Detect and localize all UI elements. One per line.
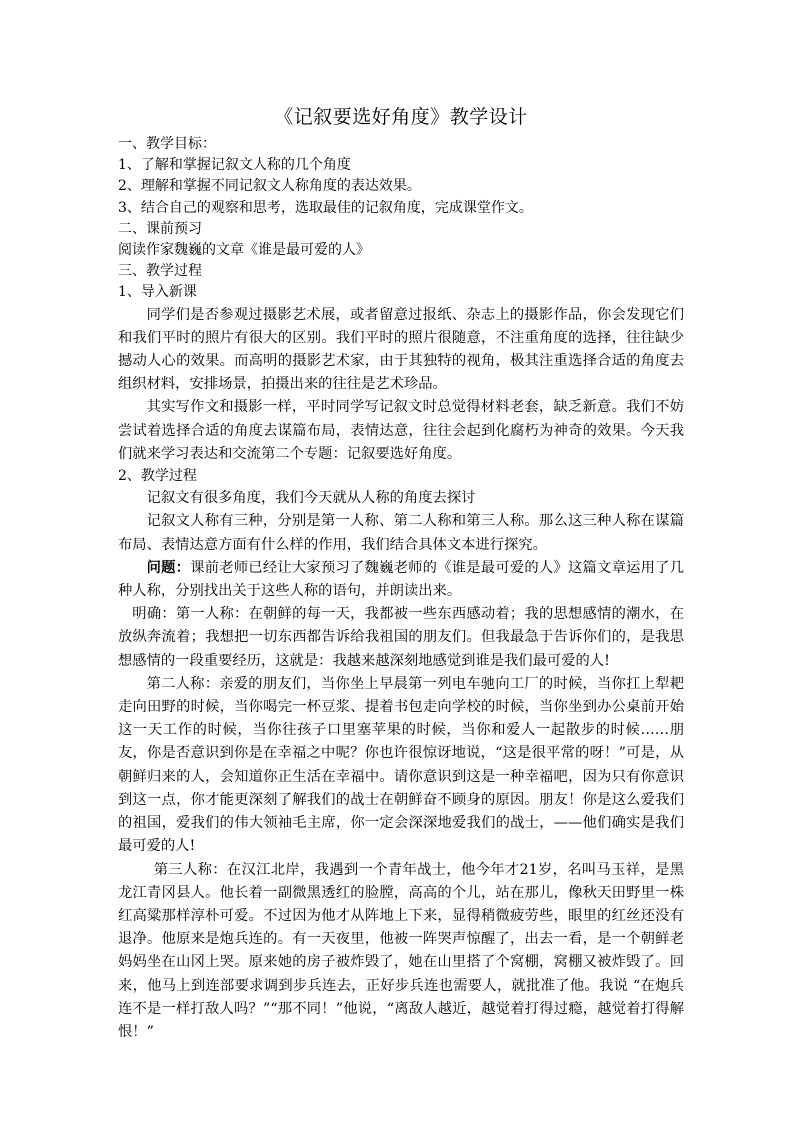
answer-first-person: 明确：第一人称：在朝鲜的每一天，我都被一些东西感动着；我的思想感情的潮水，在放纵奔流着；我想把一切东西都告诉给我祖国的朋友们。但我最急于告诉你们的，是我思想感情的一段重要经历，这就是：我越来越深刻地感觉到谁是我们最可爱的人! (118, 606, 684, 669)
question-label: 问题： (146, 559, 191, 576)
answer-second-person: 第二人称：亲爱的朋友们，当你坐上早晨第一列电车驰向工厂的时候，当你扛上犁耙走向田野的时候，当你喝完一杯豆浆、提着书包走向学校的时候，当你坐到办公桌前开始这一天工作的时候，当你往孩子口里塞苹果的时候，当你和爱人一起散步的时候……朋友，你是否意识到你是在幸福之中呢？你也许很惊讶地说，“这是很平常的呀！”可是，从朝鲜归来的人，会知道你正生活在幸福中。请你意识到这是一种幸福吧，因为只有你意识到这一点，你才能更深刻了解我们的战士在朝鲜奋不顾身的原因。朋友！你是这么爱我们的祖国，爱我们的伟大领袖毛主席，你一定会深深地爱我们的战士，——他们确实是我们最可爱的人! (118, 675, 684, 855)
section-heading-objectives: 一、教学目标： (118, 136, 216, 152)
preview-text: 阅读作家魏巍的文章《谁是最可爱的人》 (118, 242, 370, 259)
section-heading-preview: 二、课前预习 (118, 220, 202, 237)
process-paragraph: 记叙文有很多角度，我们今天就从人称的角度去探讨 (146, 490, 476, 507)
question-paragraph (118, 557, 684, 603)
question-text: 课前老师已经让大家预习了魏巍老师的《谁是最可爱的人》这篇文章运用了几种人称，分别找出关于这些人称的语句，并朗读出来。 (118, 559, 684, 600)
subsection-heading-intro: 1、导入新课 (118, 284, 197, 301)
document-page (118, 104, 684, 1044)
subsection-heading-process: 2、教学过程 (118, 468, 197, 485)
document-title: 《记叙要选好角度》教学设计 (274, 106, 528, 128)
objective-item: 3、结合自己的观察和思考，选取最佳的记叙角度，完成课堂作文。 (118, 199, 533, 216)
objective-item: 2、理解和掌握不同记叙文人称角度的表达效果。 (118, 178, 421, 195)
section-heading-process: 三、教学过程 (118, 263, 202, 280)
process-paragraph: 记叙文人称有三种，分别是第一人称、第二人称和第三人称。那么这三种人称在谋篇布局、表情达意方面有什么样的作用，我们结合具体文本进行探究。 (118, 513, 684, 553)
intro-paragraph: 其实写作文和摄影一样，平时同学写记叙文时总觉得材料老套，缺乏新意。我们不妨尝试着选择合适的角度去谋篇布局，表情达意，往往会起到化腐朽为神奇的效果。今天我们就来学习表达和交流第二个专题：记叙要选好角度。 (118, 399, 684, 462)
intro-paragraph: 同学们是否参观过摄影艺术展，或者留意过报纸、杂志上的摄影作品，你会发现它们和我们平时的照片有很大的区别。我们平时的照片很随意，不注重角度的选择，往往缺少撼动人心的效果。而高明的摄影艺术家，由于其独特的视角，极其注重选择合适的角度去组织材料，安排场景，拍摄出来的往往是艺术珍品。 (118, 306, 684, 393)
answer-third-person: 第三人称：在汉江北岸，我遇到一个青年战士，他今年才21岁，名叫马玉祥，是黑龙江青冈县人。他长着一副微黑透红的脸膛，高高的个儿，站在那儿，像秋天田野里一株红高粱那样淳朴可爱。不过因为他才从阵地上下来，显得稍微疲劳些，眼里的红丝还没有退净。他原来是炮兵连的。有一天夜里，他被一阵哭声惊醒了，出去一看，是一个朝鲜老妈妈坐在山冈上哭。原来她的房子被炸毁了，她在山里搭了个窝棚，窝棚又被炸毁了。回来，他马上到连部要求调到步兵连去，正好步兵连也需要人，就批准了他。我说 “在炮兵连不是一样打敌人吗？”“那不同！”他说，“离敌人越近，越觉着打得过瘾，越觉着打得解恨！” (118, 861, 684, 1040)
objective-item: 1、了解和掌握记叙文人称的几个角度 (118, 157, 351, 174)
